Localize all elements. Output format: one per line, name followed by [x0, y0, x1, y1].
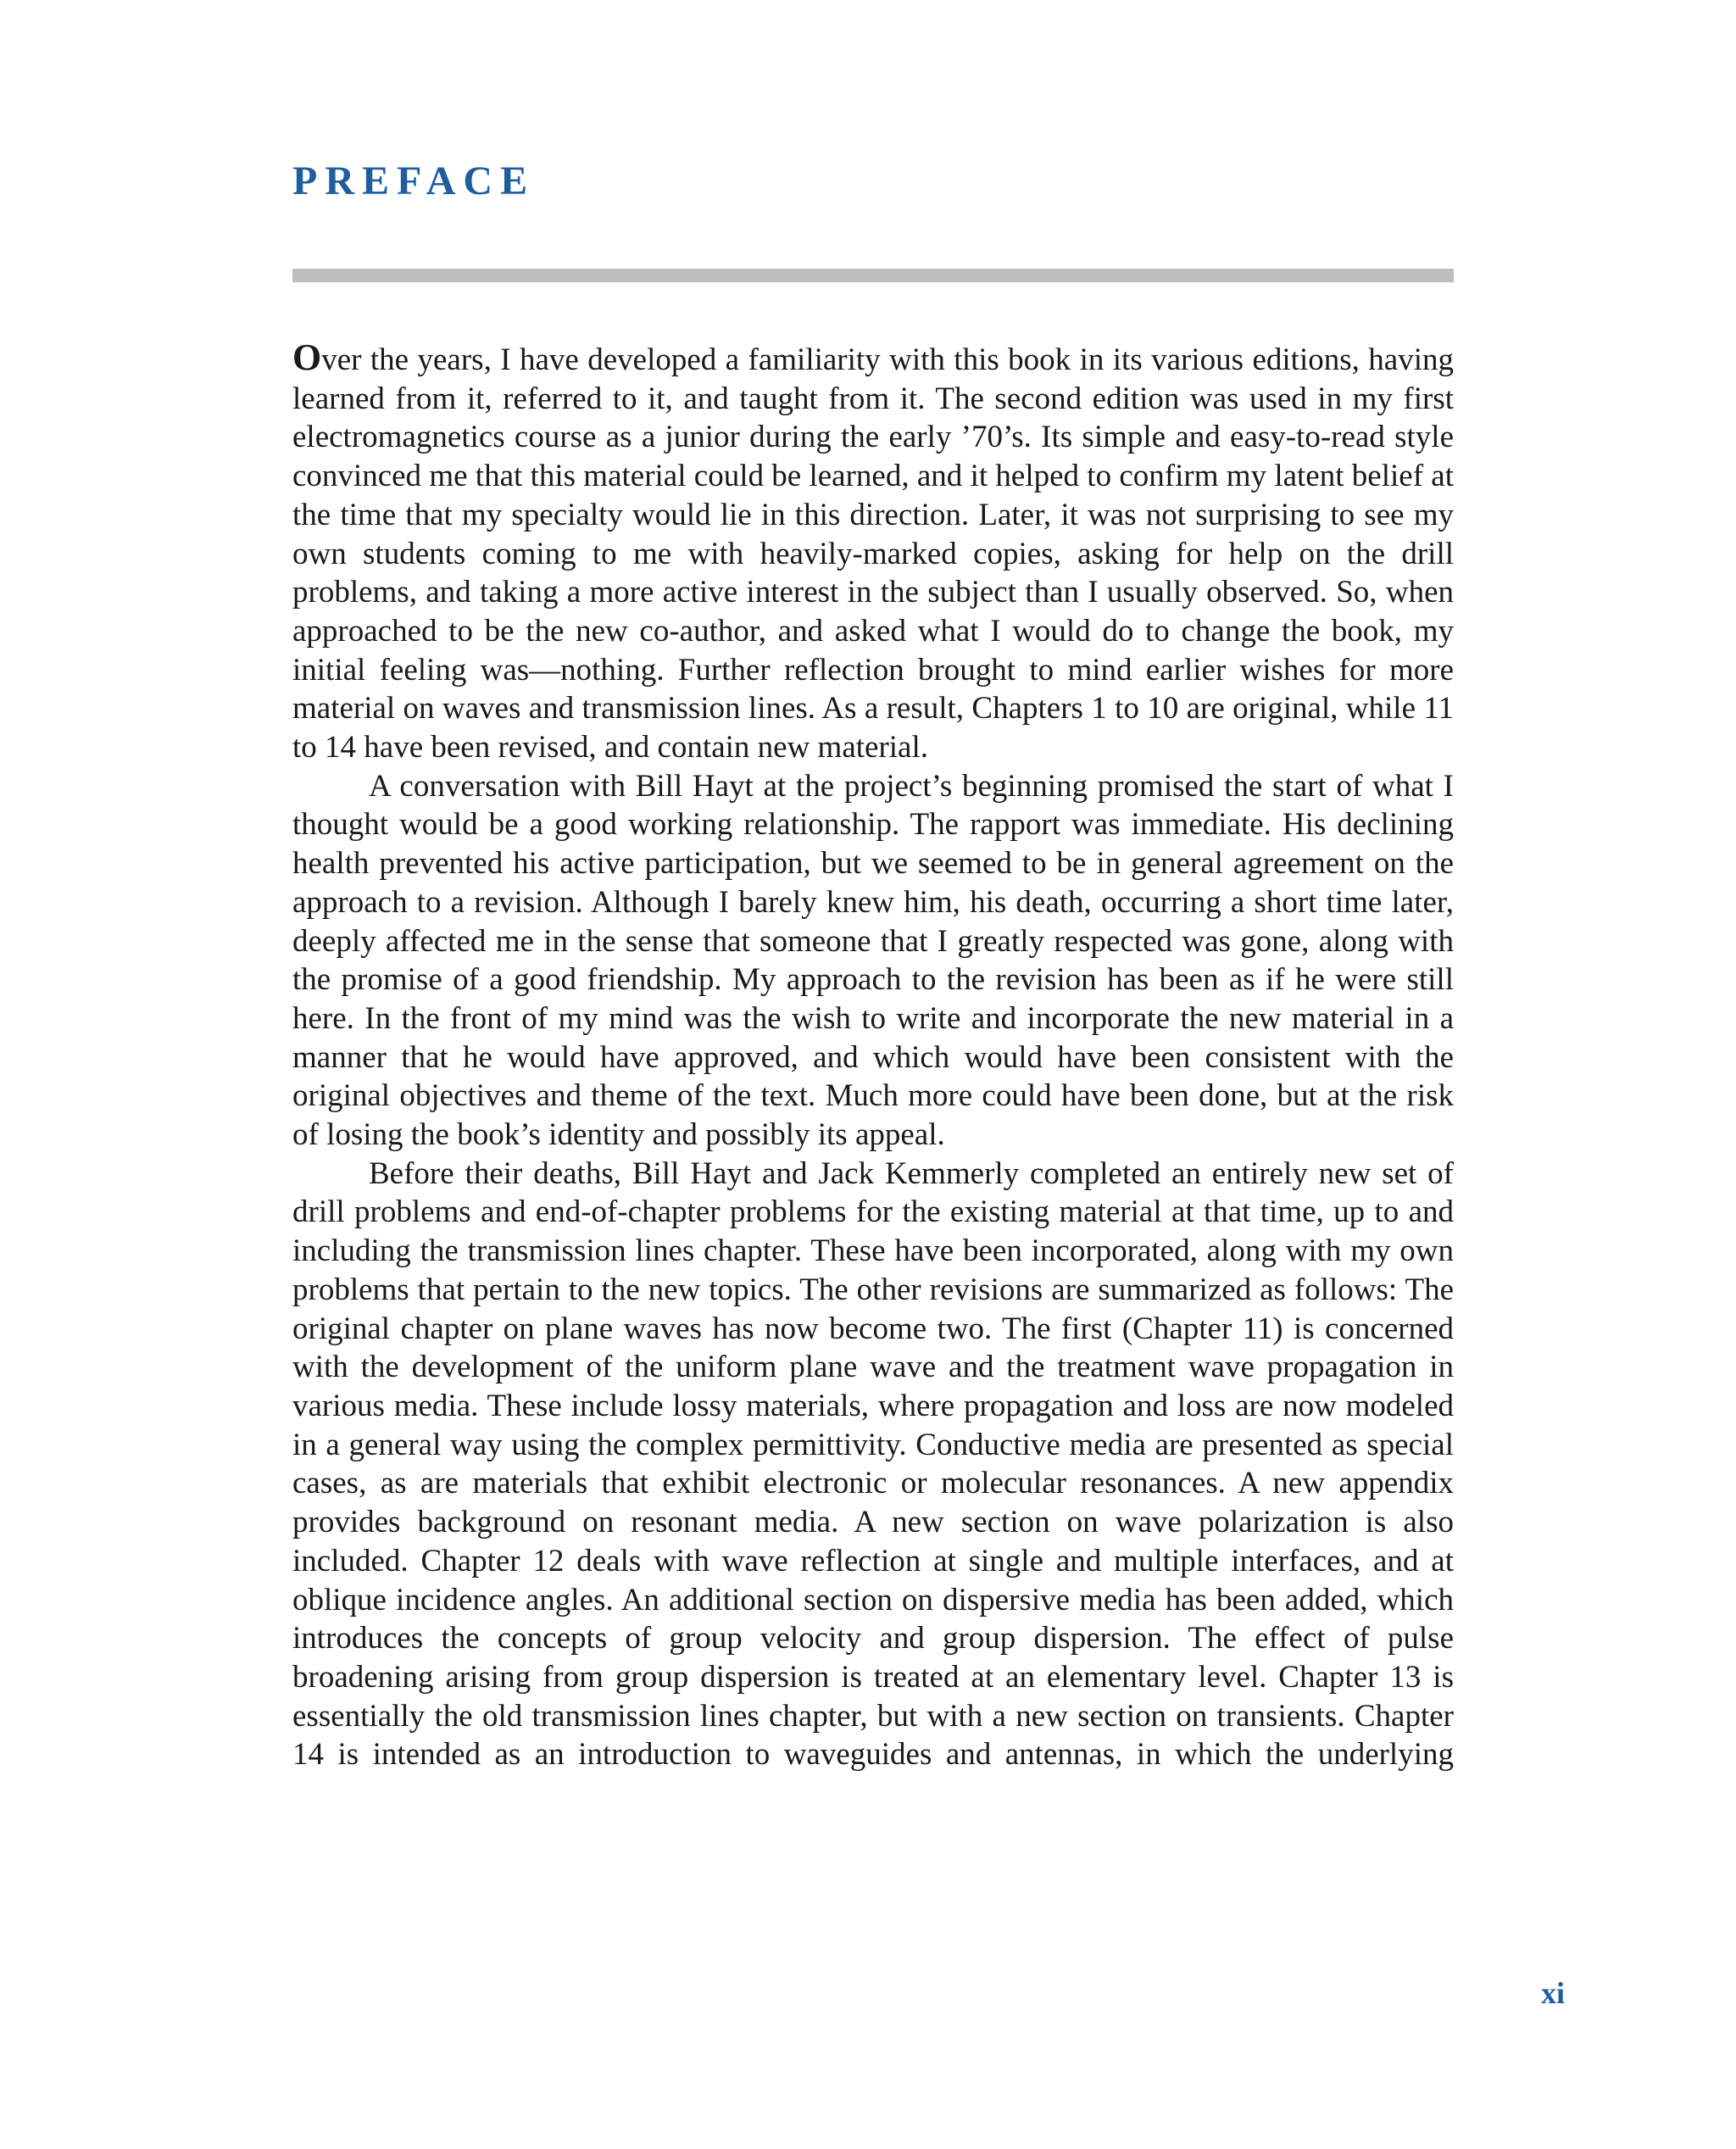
initial-letter: O: [292, 337, 322, 378]
page-title: PREFACE: [292, 159, 536, 203]
paragraph-1-text: ver the years, I have developed a familiarity with this book in its various editions, having learned from it, referred to it, and taught from it. The second edition was used in my first electromagnetics course as a junior during the early ’70’s. Its simple and easy-to-read style convinced me that this material could be learned, and it helped to confirm my latent belief at the time that my specialty would lie in this direction. Later, it was not surprising to see my own students coming to me with heavily-marked copies, asking for help on the drill problems, and taking a more active interest in the subject than I usually observed. So, when approached to be the new co-author, and asked what I would do to change the book, my initial feeling was—nothing. Further reflection brought to mind earlier wishes for more material on waves and transmission lines. As a result, Chapters 1 to 10 are original, while 11 to 14 have been revised, and contain new material.: [292, 342, 1454, 766]
paragraph-1: [292, 338, 1454, 767]
paragraph-3: Before their deaths, Bill Hayt and Jack Kemmerly completed an entirely new set of drill problems and end-of-chapter problems for the existing material at that time, up to and including the transmission lines chapter. These have been incorporated, along with my own problems that pertain to the new topics. The other revisions are summarized as follows: The original chapter on plane waves has now become two. The first (Chapter 11) is concerned with the development of the uniform plane wave and the treatment wave propagation in various media. These include lossy materials, where propagation and loss are now modeled in a general way using the complex permittivity. Conductive media are presented as special cases, as are materials that exhibit electronic or molecular resonances. A new appendix provides background on resonant media. A new section on wave polarization is also included. Chapter 12 deals with wave reflection at single and multiple interfaces, and at oblique incidence angles. An additional section on dispersive media has been added, which introduces the concepts of group velocity and group dispersion. The effect of pulse broadening arising from group dispersion is treated at an elementary level. Chapter 13 is essentially the old transmission lines chapter, but with a new section on transients. Chapter 14 is intended as an introduction to waveguides and antennas, in which the underlying: [292, 1155, 1454, 1773]
paragraph-2: A conversation with Bill Hayt at the project’s beginning promised the start of what I thought would be a good working relationship. The rapport was immediate. His declining health prevented his active participation, but we seemed to be in general agreement on the approach to a revision. Although I barely knew him, his death, occurring a short time later, deeply affected me in the sense that someone that I greatly respected was gone, along with the promise of a good friendship. My approach to the revision has been as if he were still here. In the front of my mind was the wish to write and incorporate the new material in a manner that he would have approved, and which would have been consistent with the original objectives and theme of the text. Much more could have been done, but at the risk of losing the book’s identity and possibly its appeal.: [292, 768, 1454, 1153]
page-number: xi: [1541, 1976, 1566, 2010]
preface-body: [292, 338, 1454, 1774]
title-divider: [292, 269, 1454, 282]
